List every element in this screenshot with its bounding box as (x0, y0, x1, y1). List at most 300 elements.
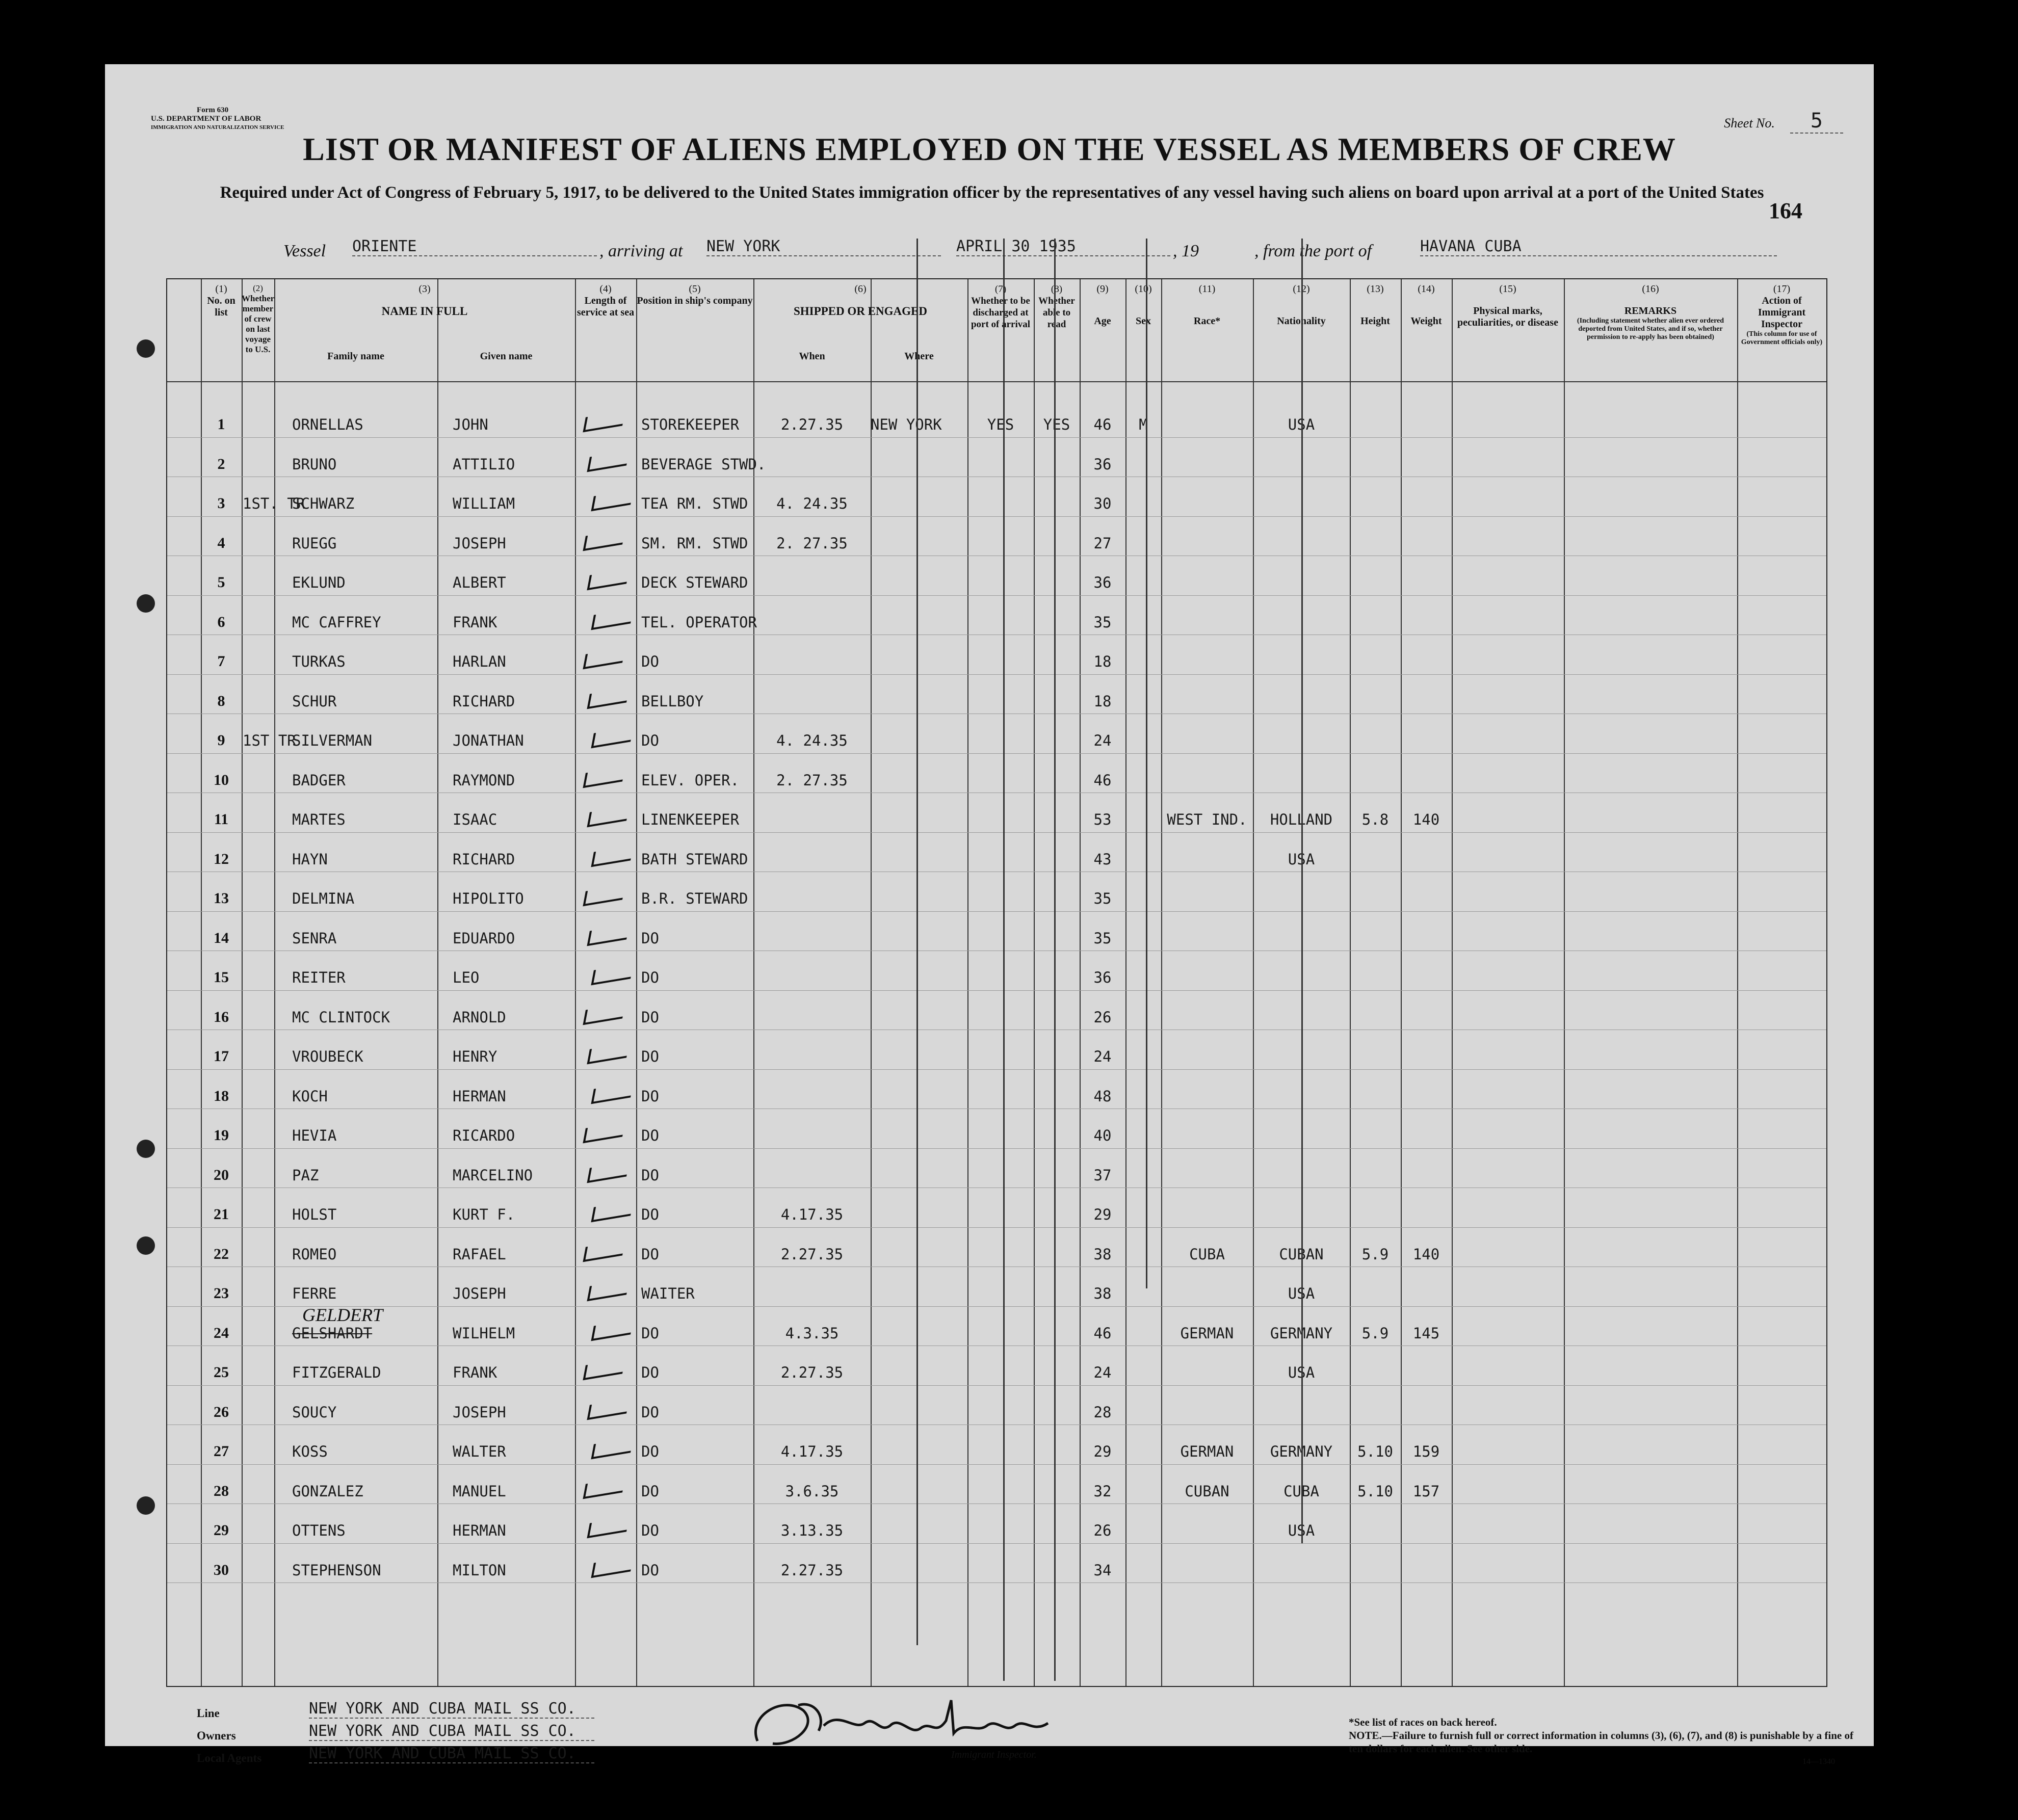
from-label: , from the port of (1254, 242, 1372, 260)
col-3-header: (3) NAME IN FULL (381, 283, 468, 318)
row-number: 27 (214, 1443, 229, 1460)
given-name: JOSEPH (453, 1403, 506, 1421)
given-name: KURT F. (453, 1206, 515, 1223)
table-row (167, 881, 1826, 920)
family-name: SILVERMAN (292, 732, 373, 749)
position: B.R. STEWARD (641, 890, 748, 907)
family-name: ROMEO (292, 1245, 337, 1263)
position: DO (641, 1166, 659, 1184)
given-name: HIPOLITO (453, 890, 524, 907)
col-2-header: (2) Whether member of crew on last voyage to U.S. (242, 283, 275, 354)
position: DO (641, 1008, 659, 1026)
given-name: HERMAN (453, 1522, 506, 1539)
shipped-when: 2. 27.35 (776, 771, 848, 789)
table-row (167, 1078, 1826, 1118)
col-14-header: (14) Weight (1410, 283, 1442, 327)
given-name: FRANK (453, 613, 497, 631)
nationality: USA (1288, 1522, 1315, 1539)
col-6-header: (6) SHIPPED OR ENGAGED (794, 283, 927, 318)
col-4-header: (4) Length of service at sea (576, 283, 635, 318)
given-name: JOSEPH (453, 534, 506, 552)
table-row (167, 802, 1826, 841)
table-row (167, 683, 1826, 723)
row-number: 22 (214, 1245, 229, 1262)
given-name: RICHARD (453, 692, 515, 710)
shipped-when: 4.17.35 (780, 1443, 844, 1460)
col-7-header: (7) Whether to be discharged at port of arrival (971, 284, 1031, 330)
age: 24 (1093, 732, 1112, 749)
sheet-value: 5 (1790, 109, 1843, 134)
check-mark (583, 648, 625, 669)
check-mark (587, 924, 629, 945)
stamp-number: 164 (1769, 198, 1802, 223)
given-name: FRANK (453, 1364, 497, 1381)
check-mark (587, 687, 629, 708)
weight: 140 (1412, 1245, 1440, 1263)
height: 5.10 (1357, 1482, 1393, 1500)
position: BEVERAGE STWD. (641, 455, 766, 473)
ditto-stroke (1003, 239, 1005, 1681)
table-row (167, 644, 1826, 683)
position: DO (641, 1364, 659, 1381)
table-row (167, 1039, 1826, 1078)
table-row (167, 1473, 1826, 1513)
check-mark (591, 1201, 633, 1222)
check-mark (587, 1043, 629, 1064)
position: DO (641, 1206, 659, 1223)
check-mark (583, 529, 625, 550)
age: 27 (1093, 534, 1112, 552)
age: 36 (1093, 455, 1112, 473)
from-port: HAVANA CUBA (1420, 238, 1777, 256)
able-to-read: YES (1043, 416, 1070, 433)
table-row (167, 960, 1826, 999)
nationality: USA (1288, 1285, 1315, 1302)
table-row (167, 604, 1826, 644)
nationality: USA (1288, 850, 1315, 868)
check-mark (591, 490, 633, 511)
race: CUBAN (1185, 1482, 1229, 1500)
family-name: VROUBECK (292, 1048, 363, 1065)
age: 30 (1093, 495, 1112, 512)
table-row (167, 1355, 1826, 1394)
family-name: STEPHENSON (292, 1561, 381, 1579)
form-number: Form 630 (197, 106, 229, 114)
col-10-header: (10) Sex (1135, 283, 1152, 327)
shipped-where: NEW YORK (871, 416, 942, 433)
given-name: ATTILIO (453, 455, 515, 473)
table-row (167, 762, 1826, 802)
check-mark (591, 608, 633, 629)
age: 34 (1093, 1561, 1112, 1579)
col-8-header: (8) Whether able to read (1038, 284, 1075, 330)
age: 26 (1093, 1008, 1112, 1026)
family-name: FERRE (292, 1285, 337, 1302)
given-name: ISAAC (453, 811, 497, 828)
table-row (167, 1552, 1826, 1592)
row-number: 7 (217, 653, 225, 670)
check-mark (583, 411, 625, 432)
race: WEST IND. (1167, 811, 1247, 828)
check-mark (591, 1319, 633, 1340)
age: 35 (1093, 929, 1112, 947)
nationality: USA (1288, 416, 1315, 433)
height: 5.9 (1361, 1245, 1389, 1263)
row-number: 8 (217, 692, 225, 709)
table-row (167, 1276, 1826, 1315)
table-row (167, 920, 1826, 960)
binder-hole (137, 339, 155, 358)
family-name-header: Family name (327, 351, 384, 362)
row-number: 21 (214, 1206, 229, 1223)
weight: 157 (1412, 1482, 1440, 1500)
given-name: HENRY (453, 1048, 497, 1065)
given-name: ARNOLD (453, 1008, 506, 1026)
check-mark (591, 727, 633, 748)
ditto-stroke (1054, 239, 1056, 1681)
nationality: HOLLAND (1270, 811, 1333, 828)
col-13-header: (13) Height (1360, 283, 1390, 327)
check-mark (591, 1556, 633, 1577)
row-number: 1 (217, 416, 225, 433)
family-name: HOLST (292, 1206, 337, 1223)
arriving-label: , arriving at (599, 242, 683, 260)
page-title: LIST OR MANIFEST OF ALIENS EMPLOYED ON THE VESSEL AS MEMBERS OF CREW (303, 131, 1676, 167)
check-mark (591, 1082, 633, 1103)
shipped-when: 4. 24.35 (776, 732, 848, 749)
line-value: NEW YORK AND CUBA MAIL SS CO. (309, 1700, 594, 1719)
check-mark (587, 569, 629, 590)
table-row (167, 723, 1826, 762)
table-row (167, 446, 1826, 486)
col-9-header: (9) Age (1094, 283, 1111, 327)
given-name: JOSEPH (453, 1285, 506, 1302)
race: GERMAN (1180, 1443, 1234, 1460)
age: 37 (1093, 1166, 1112, 1184)
family-name: RUEGG (292, 534, 337, 552)
col-12-header: (12) Nationality (1277, 283, 1326, 327)
binder-hole (137, 1496, 155, 1515)
family-name: MC CAFFREY (292, 613, 381, 631)
check-mark (587, 1517, 629, 1538)
position: ELEV. OPER. (641, 771, 740, 789)
age: 53 (1093, 811, 1112, 828)
family-name: SOUCY (292, 1403, 337, 1421)
given-name: MARCELINO (453, 1166, 533, 1184)
shipped-when: 4. 24.35 (776, 495, 848, 512)
binder-hole (137, 1140, 155, 1158)
height: 5.9 (1361, 1324, 1389, 1342)
table-row (167, 565, 1826, 604)
check-mark (583, 1240, 625, 1261)
family-name: MC CLINTOCK (292, 1008, 390, 1026)
department-name: U.S. DEPARTMENT OF LABOR (151, 115, 261, 123)
race: CUBA (1189, 1245, 1225, 1263)
position: TEL. OPERATOR (641, 613, 757, 631)
table-row (167, 841, 1826, 881)
position: DO (641, 929, 659, 947)
col-15-header: (15) Physical marks, peculiarities, or disease (1457, 283, 1558, 328)
row-number: 19 (214, 1127, 229, 1144)
family-name: BADGER (292, 771, 346, 789)
position: DO (641, 1048, 659, 1065)
row-number: 9 (217, 732, 225, 749)
position: TEA RM. STWD (641, 495, 748, 512)
sex: M (1139, 416, 1148, 433)
discharged: YES (987, 416, 1014, 433)
inspector-label: Immigrant Inspector. (951, 1749, 1037, 1760)
col-17-header: (17) Action of Immigrant Inspector (This column for use of Government officials only) (1741, 283, 1823, 346)
age: 18 (1093, 653, 1112, 670)
age: 29 (1093, 1443, 1112, 1460)
shipped-when: 3.13.35 (780, 1522, 844, 1539)
ditto-stroke (916, 239, 918, 1645)
row-number: 17 (214, 1048, 229, 1065)
family-name: BRUNO (292, 455, 337, 473)
last-voyage: 1ST TR (243, 732, 296, 749)
position: DO (641, 1245, 659, 1263)
position: DECK STEWARD (641, 574, 748, 591)
position: DO (641, 1482, 659, 1500)
family-name: SCHUR (292, 692, 337, 710)
check-mark (583, 1122, 625, 1143)
position: DO (641, 1561, 659, 1579)
position: DO (641, 732, 659, 749)
given-name: MANUEL (453, 1482, 506, 1500)
shipped-when: 2.27.35 (780, 1561, 844, 1579)
check-mark (583, 885, 625, 906)
page-subtitle: Required under Act of Congress of February 5, 1917, to be delivered to the United States immigration officer by the representatives of any vessel having such aliens on board upon arrival at a port of the United States (220, 183, 1764, 202)
family-name: SCHWARZ (292, 495, 355, 512)
given-name: HARLAN (453, 653, 506, 670)
nationality: CUBA (1283, 1482, 1319, 1500)
row-number: 24 (214, 1324, 229, 1341)
row-number: 29 (214, 1522, 229, 1539)
age: 24 (1093, 1364, 1112, 1381)
shipped-when: 2.27.35 (780, 1245, 844, 1263)
row-number: 12 (214, 850, 229, 867)
family-name: GONZALEZ (292, 1482, 363, 1500)
footnote (1349, 1716, 1858, 1755)
table-row (167, 1157, 1826, 1197)
family-name: MARTES (292, 811, 346, 828)
age: 46 (1093, 1324, 1112, 1342)
row-number: 30 (214, 1561, 229, 1578)
last-voyage: 1ST. TR (243, 495, 305, 512)
age: 40 (1093, 1127, 1112, 1144)
given-name: RICARDO (453, 1127, 515, 1144)
row-number: 18 (214, 1087, 229, 1104)
shipped-when: 2. 27.35 (776, 534, 848, 552)
check-mark (583, 766, 625, 787)
position: DO (641, 1403, 659, 1421)
row-number: 20 (214, 1166, 229, 1183)
row-number: 13 (214, 890, 229, 907)
age: 26 (1093, 1522, 1112, 1539)
given-name: WILLIAM (453, 495, 515, 512)
form-id (151, 106, 284, 132)
table-row (167, 1236, 1826, 1276)
age: 38 (1093, 1245, 1112, 1263)
given-name: WALTER (453, 1443, 506, 1460)
family-name: OTTENS (292, 1522, 346, 1539)
age: 24 (1093, 1048, 1112, 1065)
given-name: JOHN (453, 416, 488, 433)
family-name: KOCH (292, 1087, 328, 1105)
age: 46 (1093, 416, 1112, 433)
given-name: HERMAN (453, 1087, 506, 1105)
binder-hole (137, 1236, 155, 1255)
age: 35 (1093, 613, 1112, 631)
race: GERMAN (1180, 1324, 1234, 1342)
row-number: 16 (214, 1008, 229, 1025)
age: 36 (1093, 969, 1112, 986)
col-16-header: (16) REMARKS (Including statement whether alien ever ordered deported from United States, and if so, whether permission to re-apply has been obtained) (1577, 283, 1724, 341)
given-name: RAYMOND (453, 771, 515, 789)
position: DO (641, 1127, 659, 1144)
age: 43 (1093, 850, 1112, 868)
year-label: , 19 (1173, 242, 1199, 260)
vessel-label: Vessel (283, 242, 326, 260)
shipped-when: 2.27.35 (780, 1364, 844, 1381)
shipped-when: 4.17.35 (780, 1206, 844, 1223)
table-row (167, 1394, 1826, 1434)
position: STOREKEEPER (641, 416, 740, 433)
check-mark (587, 806, 629, 827)
check-mark (587, 1280, 629, 1301)
when-header: When (799, 351, 825, 362)
manifest-sheet (105, 64, 1874, 1766)
ditto-stroke (1301, 239, 1303, 1543)
given-name: MILTON (453, 1561, 506, 1579)
age: 36 (1093, 574, 1112, 591)
given-name: LEO (453, 969, 480, 986)
table-row (167, 1118, 1826, 1157)
table-row (167, 999, 1826, 1039)
family-name: DELMINA (292, 890, 355, 907)
family-name: PAZ (292, 1166, 319, 1184)
height: 5.10 (1357, 1443, 1393, 1460)
family-name: TURKAS (292, 653, 346, 670)
owners-label: Owners (197, 1729, 236, 1742)
vessel-line (283, 238, 1813, 268)
table-row (167, 486, 1826, 525)
family-name-correction: GELDERT (302, 1304, 383, 1325)
check-mark (591, 1438, 633, 1459)
shipped-when: 2.27.35 (780, 416, 844, 433)
nationality: USA (1288, 1364, 1315, 1381)
table-row (167, 1434, 1826, 1473)
ditto-stroke (1146, 239, 1147, 1288)
vessel-name: ORIENTE (352, 238, 597, 256)
weight: 140 (1412, 811, 1440, 828)
where-header: Where (904, 351, 934, 362)
age: 46 (1093, 771, 1112, 789)
row-number: 3 (217, 495, 225, 512)
table-row (167, 407, 1826, 446)
family-name: GELSHARDT (292, 1324, 373, 1342)
position: SM. RM. STWD (641, 534, 748, 552)
row-number: 11 (214, 811, 229, 828)
owners-value: NEW YORK AND CUBA MAIL SS CO. (309, 1722, 594, 1741)
family-name: EKLUND (292, 574, 346, 591)
col-1-header: (1) No. on list (207, 283, 235, 318)
line-label: Line (197, 1707, 220, 1720)
age: 35 (1093, 890, 1112, 907)
family-name: SENRA (292, 929, 337, 947)
table-row (167, 1304, 1826, 1355)
nationality: GERMANY (1270, 1443, 1333, 1460)
check-mark (591, 845, 633, 866)
table-row (167, 525, 1826, 565)
row-number: 26 (214, 1403, 229, 1420)
row-number: 23 (214, 1285, 229, 1302)
row-number: 15 (214, 969, 229, 986)
age: 18 (1093, 692, 1112, 710)
table-row (167, 1513, 1826, 1552)
height: 5.8 (1361, 811, 1389, 828)
row-number: 14 (214, 929, 229, 946)
age: 28 (1093, 1403, 1112, 1421)
col-11-header: (11) Race* (1193, 283, 1221, 327)
col-5-header: (5) Position in ship's company (637, 283, 753, 306)
races-note: *See list of races on back hereof. (1349, 1716, 1497, 1728)
row-number: 4 (217, 534, 225, 551)
nationality: CUBAN (1279, 1245, 1324, 1263)
given-name: ALBERT (453, 574, 506, 591)
family-name: FITZGERALD (292, 1364, 381, 1381)
nationality: GERMANY (1270, 1324, 1333, 1342)
check-mark (583, 1477, 625, 1498)
family-name: ORNELLAS (292, 416, 363, 433)
row-number: 25 (214, 1364, 229, 1381)
agents-label: Local Agents (197, 1752, 262, 1764)
position: DO (641, 1443, 659, 1460)
position: LINENKEEPER (641, 811, 740, 828)
check-mark (587, 450, 629, 471)
given-name: RICHARD (453, 850, 515, 868)
binder-hole (137, 594, 155, 613)
arrival-date: APRIL 30 1935 (956, 238, 1170, 256)
row-number: 5 (217, 574, 225, 591)
check-mark (591, 964, 633, 985)
check-mark (583, 1003, 625, 1024)
crew-table (166, 278, 1827, 1687)
table-row (167, 1197, 1826, 1236)
given-name: JONATHAN (453, 732, 524, 749)
age: 38 (1093, 1285, 1112, 1302)
family-name: HEVIA (292, 1127, 337, 1144)
age: 29 (1093, 1206, 1112, 1223)
check-mark (587, 1398, 629, 1419)
arriving-port: NEW YORK (706, 238, 941, 256)
age: 48 (1093, 1087, 1112, 1105)
position: DO (641, 1324, 659, 1342)
service-name: IMMIGRATION AND NATURALIZATION SERVICE (151, 124, 284, 130)
check-mark (583, 1359, 625, 1380)
age: 32 (1093, 1482, 1112, 1500)
row-number: 10 (214, 771, 229, 788)
position: DO (641, 969, 659, 986)
shipped-when: 3.6.35 (785, 1482, 839, 1500)
position: DO (641, 653, 659, 670)
family-name: HAYN (292, 850, 328, 868)
weight: 159 (1412, 1443, 1440, 1460)
position: BELLBOY (641, 692, 704, 710)
position: WAITER (641, 1285, 695, 1302)
agents-value: NEW YORK AND CUBA MAIL SS CO. (309, 1745, 594, 1763)
position: DO (641, 1522, 659, 1539)
